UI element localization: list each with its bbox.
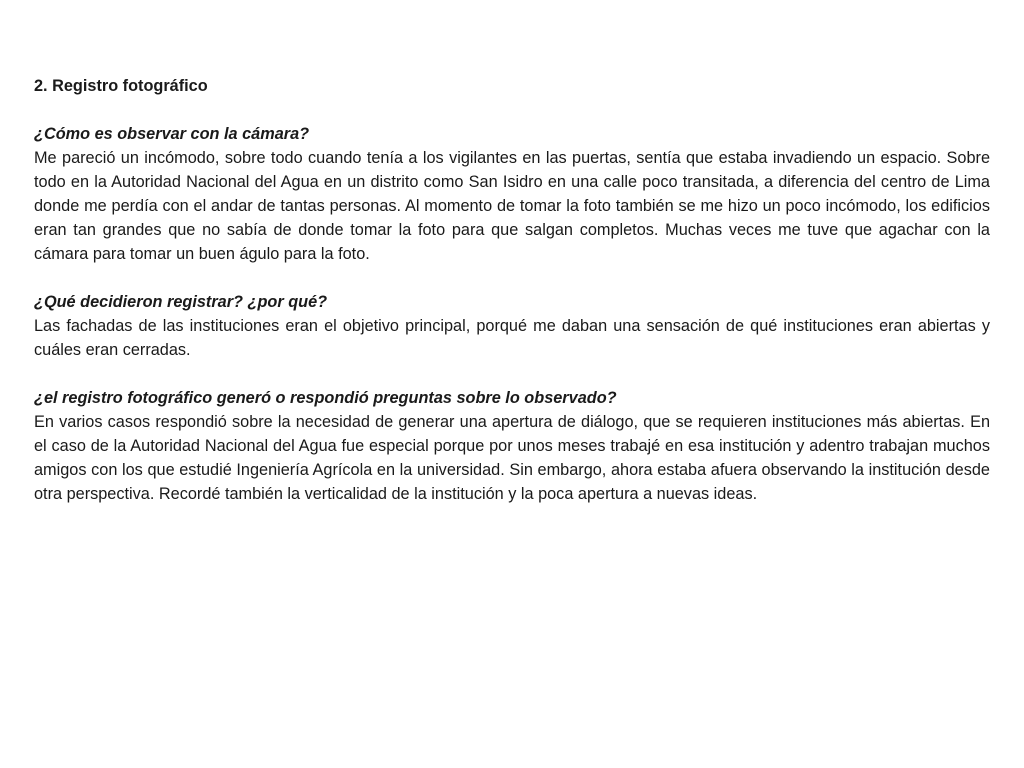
spacer <box>34 98 990 122</box>
spacer <box>34 362 990 386</box>
question-2: ¿Qué decidieron registrar? ¿por qué? <box>34 293 328 311</box>
section-title: 2. Registro fotográfico <box>34 77 208 95</box>
answer-3: En varios casos respondió sobre la necesidad de generar una apertura de diálogo, que se requieren instituciones más abiertas. En el caso de la Autoridad Nacional del Agua fue especial porque por unos meses trabajé en esa institución y adentro trabajan muchos amigos con los que estudié Ingeniería Agrícola en la universidad. Sin embargo, ahora estaba afuera observando la institución desde otra perspectiva. Recordé también la verticalidad de la institución y la poca apertura a nuevas ideas. <box>34 413 990 503</box>
question-3: ¿el registro fotográfico generó o respondió preguntas sobre lo observado? <box>34 389 617 407</box>
slide-content <box>34 74 990 506</box>
answer-1: Me pareció un incómodo, sobre todo cuando tenía a los vigilantes en las puertas, sentía que estaba invadiendo un espacio. Sobre todo en la Autoridad Nacional del Agua en un distrito como San Isidro en una calle poco transitada, a diferencia del centro de Lima donde me perdía con el andar de tantas personas. Al momento de tomar la foto también se me hizo un poco incómodo, los edificios eran tan grandes que no sabía de donde tomar la foto para que salgan completos. Muchas veces me tuve que agachar con la cámara para tomar un buen águlo para la foto. <box>34 149 990 263</box>
spacer <box>34 266 990 290</box>
question-1: ¿Cómo es observar con la cámara? <box>34 125 310 143</box>
answer-2: Las fachadas de las instituciones eran el objetivo principal, porqué me daban una sensación de qué instituciones eran abiertas y cuáles eran cerradas. <box>34 317 990 359</box>
